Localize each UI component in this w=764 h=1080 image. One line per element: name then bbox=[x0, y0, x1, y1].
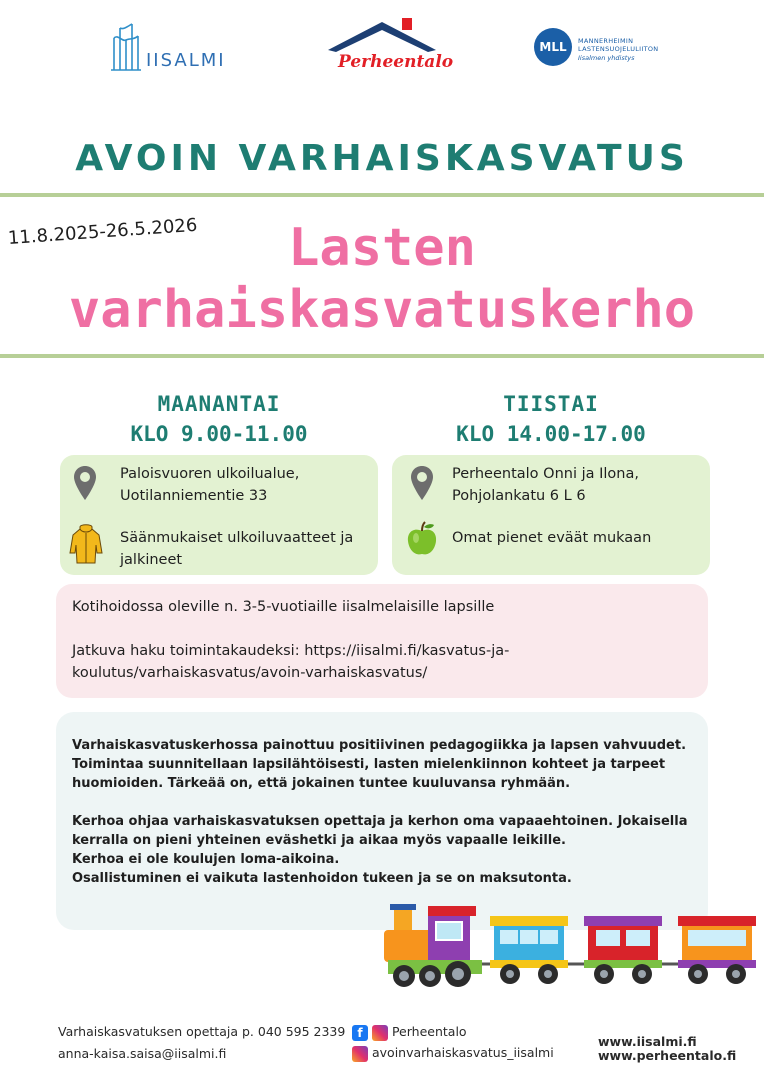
description-p1-line-1: Varhaiskasvatuskerhossa painottuu positiivinen pedagogiikka ja lapsen vahvuudet. bbox=[72, 738, 687, 753]
mll-logo bbox=[534, 28, 664, 68]
application-text bbox=[72, 640, 509, 684]
train-car-red bbox=[584, 916, 662, 984]
description-p2-line-2: kerralla on pieni yhteinen eväshetki ja aikaa myös vapaalle leikille. bbox=[72, 833, 566, 848]
tuesday-time: KLO 14.00-17.00 bbox=[456, 422, 646, 446]
description-paragraph-2 bbox=[72, 812, 687, 888]
iisalmi-logo bbox=[108, 20, 238, 76]
application-line-1: Jatkuva haku toimintakaudeksi: https://iisalmi.fi/kasvatus-ja- bbox=[72, 643, 510, 659]
tuesday-note: Omat pienet eväät mukaan bbox=[452, 530, 652, 546]
monday-note-line-2: jalkineet bbox=[120, 552, 183, 568]
footer-email[interactable]: anna-kaisa.saisa@iisalmi.fi bbox=[58, 1046, 227, 1061]
mll-subtitle: Iisalmen yhdistys bbox=[578, 54, 635, 62]
perheentalo-logo-text: Perheentalo bbox=[338, 52, 454, 72]
mll-name bbox=[578, 38, 658, 53]
monday-note bbox=[120, 527, 353, 571]
footer-social-facebook-instagram[interactable] bbox=[352, 1024, 467, 1041]
instagram-icon bbox=[352, 1046, 368, 1062]
location-pin-icon bbox=[410, 465, 434, 501]
mll-circle-badge: MLL bbox=[534, 28, 572, 66]
main-heading: AVOIN VARHAISKASVATUS bbox=[75, 138, 689, 179]
social-perheentalo: Perheentalo bbox=[391, 1024, 467, 1039]
date-range: 11.8.2025-26.5.2026 bbox=[7, 214, 198, 249]
description-paragraph-1 bbox=[72, 736, 686, 793]
footer-phone: Varhaiskasvatuksen opettaja p. 040 595 2339 bbox=[58, 1024, 346, 1039]
house-roof-icon bbox=[324, 16, 440, 56]
tuesday-location-line-2: Pohjolankatu 6 L 6 bbox=[452, 488, 586, 504]
footer-web-perheentalo[interactable]: www.perheentalo.fi bbox=[598, 1048, 737, 1063]
apple-icon bbox=[406, 521, 438, 557]
perheentalo-logo bbox=[324, 16, 454, 78]
raincoat-icon bbox=[69, 523, 103, 565]
monday-info-box bbox=[60, 455, 378, 575]
monday-location-line-1: Paloisvuoren ulkoilualue, bbox=[120, 466, 300, 482]
description-p1-line-2: Toimintaa suunnitellaan lapsilähtöisesti, lasten mielenkiinnon kohteet ja tarpeet bbox=[72, 757, 666, 772]
train-car-blue bbox=[490, 916, 568, 984]
tuesday-day: TIISTAI bbox=[503, 392, 599, 416]
target-group-text: Kotihoidossa oleville n. 3-5-vuotiaille iisalmelaisille lapsille bbox=[72, 599, 495, 615]
toy-train-illustration bbox=[382, 902, 758, 994]
monday-location-line-2: Uotilanniementie 33 bbox=[120, 488, 268, 504]
bottom-divider bbox=[0, 354, 764, 358]
instagram-icon bbox=[372, 1025, 388, 1041]
tuesday-heading bbox=[392, 392, 710, 446]
top-divider bbox=[0, 193, 764, 197]
tuesday-location-line-1: Perheentalo Onni ja Ilona, bbox=[452, 466, 639, 482]
footer-social-instagram[interactable] bbox=[352, 1045, 554, 1062]
description-box bbox=[56, 712, 708, 930]
location-pin-icon bbox=[73, 465, 97, 501]
description-p2-line-1: Kerhoa ohjaa varhaiskasvatuksen opettaja ja kerhon oma vapaaehtoinen. Jokaisella bbox=[72, 814, 688, 829]
description-p1-line-3: huomioiden. Tärkeää on, että jokainen tuntee kuuluvansa ryhmään. bbox=[72, 776, 571, 791]
description-p2-line-4: Osallistuminen ei vaikuta lastenhoidon tukeen ja se on maksutonta. bbox=[72, 871, 572, 886]
iisalmi-logo-text: IISALMI bbox=[146, 50, 226, 71]
monday-note-line-1: Säänmukaiset ulkoiluvaatteet ja bbox=[120, 530, 354, 546]
title-line-1: Lasten bbox=[288, 218, 476, 278]
monday-heading bbox=[60, 392, 378, 446]
facebook-icon: f bbox=[352, 1025, 368, 1041]
mll-line-1: MANNERHEIMIN bbox=[578, 37, 634, 45]
train-car-orange bbox=[678, 916, 756, 984]
title-line-2: varhaiskasvatuskerho bbox=[68, 280, 696, 340]
description-p2-line-3: Kerhoa ei ole koulujen loma-aikoina. bbox=[72, 852, 340, 867]
social-avoinvarhaiskasvatus: avoinvarhaiskasvatus_iisalmi bbox=[371, 1045, 554, 1060]
iisalmi-emblem-icon bbox=[108, 20, 142, 72]
application-line-2: koulutus/varhaiskasvatus/avoin-varhaiskasvatus/ bbox=[72, 665, 428, 681]
eligibility-box bbox=[56, 584, 708, 698]
tuesday-location bbox=[452, 463, 639, 507]
train-locomotive bbox=[384, 904, 482, 987]
monday-time: KLO 9.00-11.00 bbox=[130, 422, 308, 446]
footer-web-iisalmi[interactable]: www.iisalmi.fi bbox=[598, 1034, 697, 1049]
mll-line-2: LASTENSUOJELULIITON bbox=[578, 44, 659, 53]
monday-day: MAANANTAI bbox=[157, 392, 281, 416]
monday-location bbox=[120, 463, 299, 507]
tuesday-info-box bbox=[392, 455, 710, 575]
